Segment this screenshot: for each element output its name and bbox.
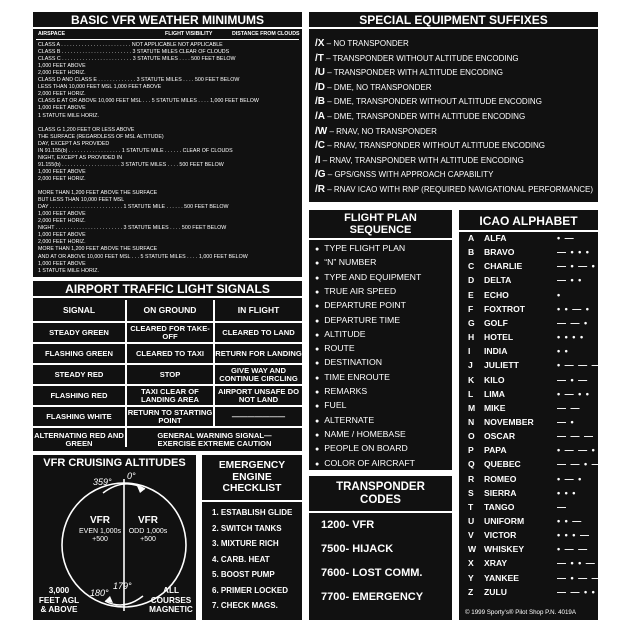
icao-morse: • • — • <box>557 303 590 314</box>
right-vfr: VFR <box>138 515 158 526</box>
bullet-icon: ● <box>315 446 320 454</box>
transponder-panel <box>309 476 452 620</box>
vfr-minimums-line: CLASS D AND CLASS E . . . . . . . . . . . . . 3 STATUTE MILES . . . . 500 FEET BELOW <box>38 77 240 84</box>
bullet-icon: ● <box>315 303 320 311</box>
icao-letter: G <box>468 317 475 328</box>
traffic-lights-title: AIRPORT TRAFFIC LIGHT SIGNALS <box>33 281 302 298</box>
bullet-icon: ● <box>315 246 320 253</box>
vfr-minimums-line: IN 91.155(b) . . . . . . . . . . . . . . . . . . 1 STATUTE MILE . . . . . . CLEAR OF CLOUDS <box>38 147 233 154</box>
icao-word: INDIA <box>484 346 508 357</box>
vfr-minimums-line: DAY, EXCEPT AS PROVIDED <box>38 140 110 147</box>
header-on-ground: ON GROUND <box>143 304 197 315</box>
flight-plan-item-label: NAME / HOMEBASE <box>324 428 406 439</box>
engine-step: 6. PRIMER LOCKED <box>212 585 289 595</box>
icao-row <box>459 572 602 587</box>
icao-letter: P <box>468 445 474 456</box>
icao-word: QUEBEC <box>484 459 521 470</box>
flight-plan-item-label: ALTERNATE <box>324 414 375 425</box>
vfr-minimums-line: 2,000 FEET HORIZ. <box>38 91 86 98</box>
flight-plan-item <box>315 429 406 439</box>
suffixes-panel <box>309 12 598 202</box>
flight-plan-item <box>315 243 405 253</box>
bullet-icon: ● <box>315 360 320 368</box>
signal-cell: STEADY RED <box>54 369 104 379</box>
icao-morse: — — — <box>557 431 595 442</box>
icao-row <box>459 304 598 318</box>
cruising-panel <box>33 455 196 620</box>
icao-morse: — — • <box>557 317 589 328</box>
icao-row <box>459 530 598 544</box>
icao-morse: • • <box>557 346 569 357</box>
right-alt: ODD 1,000s <box>128 528 168 535</box>
on-ground-cell: STOP <box>159 369 181 379</box>
suffix-text: – TRANSPONDER WITH ALTITUDE ENCODING <box>325 68 503 78</box>
icao-row <box>459 488 598 502</box>
vfr-minimums-line: LESS THAN 10,000 FEET MSL 1,000 FEET ABOVE <box>38 84 162 91</box>
suffix-item <box>315 96 542 107</box>
suffix-item <box>315 140 545 151</box>
suffix-text: – RNAV ICAO WITH RNP (REQUIRED NAVIGATIONAL PERFORMANCE) <box>325 185 594 194</box>
suffix-code: /A <box>315 111 325 122</box>
icao-letter: V <box>468 530 474 541</box>
icao-morse: • — <box>557 233 575 243</box>
icao-letter: M <box>468 402 476 413</box>
col-airspace: AIRSPACE <box>38 31 65 37</box>
icao-morse: — • <box>557 416 575 427</box>
suffix-text: – DME, TRANSPONDER WITH ALTITUDE ENCODING <box>325 112 526 121</box>
engine-step: 2. SWITCH TANKS <box>212 523 282 533</box>
icao-letter: J <box>468 360 473 371</box>
grid-divider <box>213 300 215 426</box>
icao-morse: • — — <box>557 544 589 555</box>
icao-word: ZULU <box>484 586 507 597</box>
icao-morse: — • — — <box>557 572 602 583</box>
flight-plan-item-label: “N” NUMBER <box>324 257 377 268</box>
icao-letter: B <box>468 247 475 258</box>
flight-plan-item-label: COLOR OF AIRCRAFT <box>324 457 415 468</box>
icao-morse: — — • — <box>557 459 602 470</box>
header-signal: SIGNAL <box>62 304 96 315</box>
in-flight-cell: RETURN FOR LANDING <box>215 348 302 358</box>
suffix-text: – DME, NO TRANSPONDER <box>325 82 432 92</box>
divider <box>202 500 302 502</box>
flight-plan-item-label: TIME ENROUTE <box>324 371 390 382</box>
vfr-minimums-line: AND AT OR ABOVE 10,000 FEET MSL . . . 5 STATUTE MILES . . . . 1,000 FEET BELOW <box>38 253 248 260</box>
vfr-minimums-line: 1,000 FEET ABOVE <box>38 168 86 175</box>
suffix-code: /D <box>315 81 325 93</box>
flight-plan-item <box>315 315 400 325</box>
icao-morse: — • • • <box>557 247 590 258</box>
transponder-code: 7500- HIJACK <box>321 543 394 555</box>
suffixes-title: SPECIAL EQUIPMENT SUFFIXES <box>309 12 598 29</box>
icao-morse: • • • — <box>557 530 590 541</box>
icao-morse: — — • • <box>557 586 596 597</box>
traffic-lights-grid <box>33 300 302 451</box>
bottom-left-note: 3,000 FEET AGL & ABOVE <box>38 586 80 614</box>
icao-letter: N <box>468 416 475 427</box>
icao-word: XRAY <box>484 558 508 569</box>
icao-letter: D <box>468 275 475 286</box>
suffix-code: /I <box>315 154 321 166</box>
bullet-icon: ● <box>315 288 320 296</box>
icao-word: YANKEE <box>484 572 520 583</box>
icao-word: LIMA <box>484 388 506 399</box>
flight-plan-item <box>315 458 415 468</box>
traffic-light-row <box>33 363 302 384</box>
icao-letter: C <box>468 261 475 272</box>
divider <box>36 39 299 40</box>
icao-morse: • • — <box>557 516 583 526</box>
icao-word: WHISKEY <box>484 544 525 555</box>
vfr-minimums-line: CLASS A . . . . . . . . . . . . . . . . . . . . . . . . NOT APPLICABLE NOT APPLICABLE <box>38 42 223 48</box>
deg-359: 359° <box>93 477 112 487</box>
suffix-text: – NO TRANSPONDER <box>324 39 409 48</box>
icao-word: HOTEL <box>484 332 514 343</box>
icao-row <box>459 459 602 473</box>
bullet-icon: ● <box>315 389 320 396</box>
suffix-item <box>315 38 409 49</box>
vfr-minimums-line: CLASS B . . . . . . . . . . . . . . . . . . . . . . . . 3 STATUTE MILES CLEAR OF CLOUDS <box>38 49 230 56</box>
flight-plan-title: FLIGHT PLAN SEQUENCE <box>344 212 417 236</box>
in-flight-cell: CLEARED TO LAND <box>222 327 295 337</box>
icao-row <box>459 417 598 431</box>
copyright: © 1999 Sporty's® Pilot Shop P.N. 4019A <box>465 609 576 616</box>
icao-row <box>459 275 598 289</box>
bullet-icon: ● <box>315 260 320 268</box>
icao-row <box>459 332 598 346</box>
vfr-minimums-line: 1,000 FEET ABOVE <box>38 232 86 239</box>
icao-row <box>459 346 598 360</box>
icao-letter: T <box>468 501 474 512</box>
flight-plan-item-label: ROUTE <box>324 343 355 354</box>
vfr-minimums-line: 1 STATUTE MILE HORIZ. <box>38 267 100 274</box>
bottom-right-note: ALL COURSES MAGNETIC <box>149 586 193 614</box>
icao-morse: • — — — <box>557 360 602 371</box>
vfr-minimums-line: 2,000 FEET HORIZ. <box>38 70 86 77</box>
flight-plan-item <box>315 386 367 396</box>
suffix-text: – DME, TRANSPONDER WITHOUT ALTITUDE ENCODING <box>325 97 542 107</box>
icao-word: JULIETT <box>484 360 519 371</box>
suffix-code: /T <box>315 52 324 64</box>
vfr-minimums-line: 2,000 FEET HORIZ. <box>38 218 86 225</box>
icao-word: CHARLIE <box>484 261 523 272</box>
flight-plan-item <box>315 300 406 310</box>
icao-morse: — • • <box>557 275 583 286</box>
icao-word: KILO <box>484 374 505 385</box>
icao-word: DELTA <box>484 275 512 286</box>
icao-letter: S <box>468 487 474 498</box>
suffix-text: – GPS/GNSS WITH APPROACH CAPABILITY <box>325 170 494 180</box>
icao-letter: U <box>468 516 475 526</box>
deg-180: 180° <box>90 588 109 598</box>
icao-letter: R <box>468 473 475 484</box>
flight-plan-item <box>315 372 390 382</box>
vfr-minimums-line: CLASS E AT OR ABOVE 10,000 FEET MSL . . . 5 STATUTE MILES . . . . 1,000 FEET BELOW <box>38 98 259 105</box>
suffix-code: /B <box>315 96 325 108</box>
transponder-code: 7700- EMERGENCY <box>321 591 424 603</box>
icao-row <box>459 360 602 374</box>
traffic-light-row <box>33 342 302 363</box>
vfr-minimums-line: CLASS C . . . . . . . . . . . . . . . . . . . . . . . . 3 STATUTE MILES . . . . 500 FEET BELOW <box>38 56 236 63</box>
traffic-light-row <box>33 426 302 451</box>
bullet-icon: ● <box>315 460 320 468</box>
engine-step: 1. ESTABLISH GLIDE <box>212 508 293 517</box>
icao-morse: • — • <box>557 473 583 484</box>
vfr-minimums-header <box>38 31 302 38</box>
flight-plan-item-label: PEOPLE ON BOARD <box>324 443 408 454</box>
flight-plan-item-label: DEPARTURE POINT <box>324 300 406 311</box>
icao-word: VICTOR <box>484 530 517 541</box>
icao-word: ECHO <box>484 289 509 300</box>
bullet-icon: ● <box>315 431 320 439</box>
engine-step: 4. CARB. HEAT <box>212 554 270 564</box>
vfr-minimums-line: NIGHT, EXCEPT AS PROVIDED IN <box>38 154 123 161</box>
signal-cell: FLASHING GREEN <box>45 348 113 358</box>
flight-plan-item-label: ALTITUDE <box>324 328 366 339</box>
icao-morse: — — <box>557 402 581 413</box>
on-ground-cell: CLEARED TO TAXI <box>135 348 205 358</box>
vfr-minimums-line: 1,000 FEET ABOVE <box>38 211 86 218</box>
flight-plan-item-label: DEPARTURE TIME <box>324 314 401 325</box>
icao-word: TANGO <box>484 501 515 512</box>
bullet-icon: ● <box>315 317 320 325</box>
bullet-icon: ● <box>315 417 320 425</box>
vfr-minimums-line: MORE THAN 1,200 FEET ABOVE THE SURFACE <box>38 190 158 197</box>
suffix-code: /U <box>315 67 325 79</box>
deg-0: 0° <box>127 471 136 481</box>
on-ground-cell: TAXI CLEAR OF LANDING AREA <box>141 386 199 404</box>
icao-row <box>459 233 598 247</box>
icao-row <box>459 403 598 417</box>
icao-word: ROMEO <box>484 473 517 484</box>
signal-cell: STEADY GREEN <box>49 327 109 337</box>
suffix-item <box>315 184 593 195</box>
traffic-lights-panel <box>33 281 302 451</box>
suffix-item <box>315 126 437 137</box>
vfr-minimums-line: 1,000 FEET ABOVE <box>38 260 86 267</box>
icao-row <box>459 558 598 572</box>
icao-row <box>459 247 598 261</box>
icao-row <box>459 445 598 459</box>
left-vfr: VFR <box>90 515 110 526</box>
col-distance: DISTANCE FROM CLOUDS <box>232 31 300 37</box>
cruising-title: VFR CRUISING ALTITUDES <box>43 457 186 469</box>
signal-cell: FLASHING WHITE <box>46 411 112 421</box>
bullet-icon: ● <box>315 274 320 282</box>
flight-plan-item <box>315 357 382 367</box>
vfr-minimums-line: 1,000 FEET ABOVE <box>38 63 86 70</box>
icao-letter: L <box>468 388 474 399</box>
vfr-minimums-line: MORE THAN 1,200 FEET ABOVE THE SURFACE <box>38 246 158 253</box>
icao-row <box>459 516 598 530</box>
icao-row <box>459 587 598 601</box>
icao-morse: — • • — <box>557 558 596 569</box>
bullet-icon: ● <box>315 346 320 354</box>
flight-plan-item-label: TYPE AND EQUIPMENT <box>324 271 422 282</box>
icao-morse: • • • <box>557 487 577 498</box>
suffix-item <box>315 53 519 64</box>
vfr-minimums-line: DAY . . . . . . . . . . . . . . . . . . . . . . . . . 1 STATUTE MILE . . . . . . 500 FEET BELOW <box>38 204 229 211</box>
suffix-text: – RNAV, NO TRANSPONDER <box>327 126 437 136</box>
icao-row <box>459 290 598 304</box>
vfr-minimums-line: BUT LESS THAN 10,000 FEET MSL <box>38 197 125 204</box>
left-alt: EVEN 1,000s <box>78 528 122 535</box>
suffix-text: – RNAV, TRANSPONDER WITHOUT ALTITUDE ENCODING <box>325 141 546 151</box>
suffix-code: /W <box>315 125 328 137</box>
suffix-code: /R <box>315 184 325 195</box>
engine-step: 5. BOOST PUMP <box>212 570 275 579</box>
icao-letter: Y <box>468 572 474 583</box>
bullet-icon: ● <box>315 403 320 411</box>
grid-divider <box>125 300 127 447</box>
flight-plan-item <box>315 343 355 353</box>
in-flight-cell: AIRPORT UNSAFE DO NOT LAND <box>217 386 299 404</box>
right-plus: +500 <box>140 536 156 543</box>
suffix-item <box>315 169 493 180</box>
icao-word: PAPA <box>484 445 507 456</box>
icao-row <box>459 318 598 332</box>
icao-row <box>459 544 598 558</box>
suffix-text: – RNAV, TRANSPONDER WITH ALTITUDE ENCODING <box>320 155 524 165</box>
header-in-flight: IN FLIGHT <box>237 304 280 315</box>
vfr-minimums-panel <box>33 12 302 277</box>
flight-plan-item <box>315 415 374 425</box>
engine-panel <box>202 455 302 620</box>
icao-letter: Q <box>468 459 475 470</box>
icao-letter: O <box>468 431 475 442</box>
flight-plan-item-label: FUEL <box>324 400 347 411</box>
vfr-minimums-title: BASIC VFR WEATHER MINIMUMS <box>33 12 302 29</box>
bullet-icon: ● <box>315 374 320 382</box>
suffix-code: /X <box>315 38 325 49</box>
icao-row <box>459 375 598 389</box>
icao-morse: — • — • <box>557 261 596 272</box>
icao-word: GOLF <box>484 317 508 328</box>
icao-letter: W <box>468 544 477 555</box>
icao-word: ALFA <box>484 233 507 243</box>
icao-morse: — <box>557 501 567 512</box>
icao-row <box>459 502 598 516</box>
icao-word: OSCAR <box>484 431 516 442</box>
icao-morse: • <box>557 289 562 300</box>
flight-plan-panel <box>309 210 452 470</box>
on-ground-cell: RETURN TO STARTING POINT <box>127 407 213 425</box>
traffic-light-row <box>33 405 302 426</box>
transponder-code: 7600- LOST COMM. <box>321 567 423 579</box>
flight-plan-item <box>315 329 366 339</box>
icao-word: BRAVO <box>484 247 515 258</box>
icao-row <box>459 474 598 488</box>
icao-title: ICAO ALPHABET <box>479 214 578 228</box>
icao-morse: • — • • <box>557 388 590 399</box>
traffic-light-row <box>33 384 302 405</box>
flight-plan-item <box>315 400 346 410</box>
bullet-icon: ● <box>315 331 320 339</box>
signal-cell: FLASHING RED <box>50 390 108 400</box>
icao-letter: F <box>468 303 474 314</box>
icao-word: SIERRA <box>484 487 517 498</box>
suffix-code: /G <box>315 169 326 181</box>
icao-morse: • • • • <box>557 332 585 343</box>
icao-morse: — • — <box>557 374 589 385</box>
divider <box>309 511 452 513</box>
suffix-text: – TRANSPONDER WITHOUT ALTITUDE ENCODING <box>323 53 519 63</box>
col-visibility: FLIGHT VISIBILITY <box>165 31 213 37</box>
in-flight-cell: ——————— <box>231 411 286 421</box>
suffix-item <box>315 67 503 78</box>
engine-step: 7. CHECK MAGS. <box>212 601 278 610</box>
flight-plan-item <box>315 443 408 453</box>
flight-plan-item-label: DESTINATION <box>324 357 382 368</box>
vfr-minimums-line: CLASS G 1,200 FEET OR LESS ABOVE <box>38 126 135 133</box>
vfr-minimums-line: 2,000 FEET HORIZ. <box>38 239 86 246</box>
suffix-item <box>315 82 432 93</box>
flight-plan-item-label: TYPE FLIGHT PLAN <box>324 243 406 253</box>
icao-letter: E <box>468 289 474 300</box>
in-flight-cell: GIVE WAY AND CONTINUE CIRCLING <box>219 365 298 383</box>
flight-plan-item <box>315 272 421 282</box>
meaning-cell: GENERAL WARNING SIGNAL— EXERCISE EXTREME CAUTION <box>157 430 272 448</box>
icao-word: MIKE <box>484 402 506 413</box>
vfr-minimums-line: 1,000 FEET ABOVE <box>38 105 86 112</box>
transponder-code: 1200- VFR <box>321 519 375 531</box>
traffic-lights-header-row <box>33 300 302 321</box>
signal-cell: ALTERNATING RED AND GREEN <box>34 430 124 448</box>
vfr-minimums-line: 2,000 FEET HORIZ. <box>38 175 86 182</box>
icao-row <box>459 431 598 445</box>
suffix-code: /C <box>315 140 325 152</box>
vfr-minimums-line: 91.155(b) . . . . . . . . . . . . . . . . . . . . 3 STATUTE MILES . . . . 500 FEET BELOW <box>38 161 224 168</box>
icao-morse: • — — • <box>557 445 596 456</box>
icao-word: NOVEMBER <box>484 416 534 427</box>
divider <box>459 230 598 232</box>
icao-row <box>459 261 598 275</box>
icao-letter: H <box>468 332 475 343</box>
suffix-item <box>315 155 524 166</box>
vfr-minimums-line: 1 STATUTE MILE HORIZ. <box>38 112 100 119</box>
on-ground-cell: CLEARED FOR TAKE-OFF <box>130 323 210 341</box>
engine-step: 3. MIXTURE RICH <box>212 539 279 548</box>
divider <box>309 238 452 240</box>
transponder-title: TRANSPONDER CODES <box>336 481 425 506</box>
suffix-item <box>315 111 525 122</box>
flight-plan-item-label: TRUE AIR SPEED <box>324 285 397 296</box>
icao-letter: Z <box>468 586 474 597</box>
icao-letter: K <box>468 374 475 385</box>
icao-letter: I <box>468 346 471 357</box>
icao-panel <box>459 210 602 620</box>
vfr-minimums-line: THE SURFACE (REGARDLESS OF MSL ALTITUDE) <box>38 133 164 140</box>
icao-letter: X <box>468 558 474 569</box>
flight-plan-item-label: REMARKS <box>324 386 368 396</box>
flight-plan-item <box>315 257 376 267</box>
vfr-minimums-line: NIGHT . . . . . . . . . . . . . . . . . . . . . . . 3 STATUTE MILES . . . . 500 FEET BELOW <box>38 225 227 232</box>
traffic-light-row <box>33 321 302 342</box>
deg-179: 179° <box>113 581 132 591</box>
left-plus: +500 <box>92 536 108 543</box>
icao-row <box>459 389 598 403</box>
icao-word: FOXTROT <box>484 303 526 314</box>
engine-title: EMERGENCY ENGINE CHECKLIST <box>218 460 286 494</box>
icao-letter: A <box>468 233 475 243</box>
flight-plan-item <box>315 286 396 296</box>
icao-word: UNIFORM <box>484 516 525 526</box>
